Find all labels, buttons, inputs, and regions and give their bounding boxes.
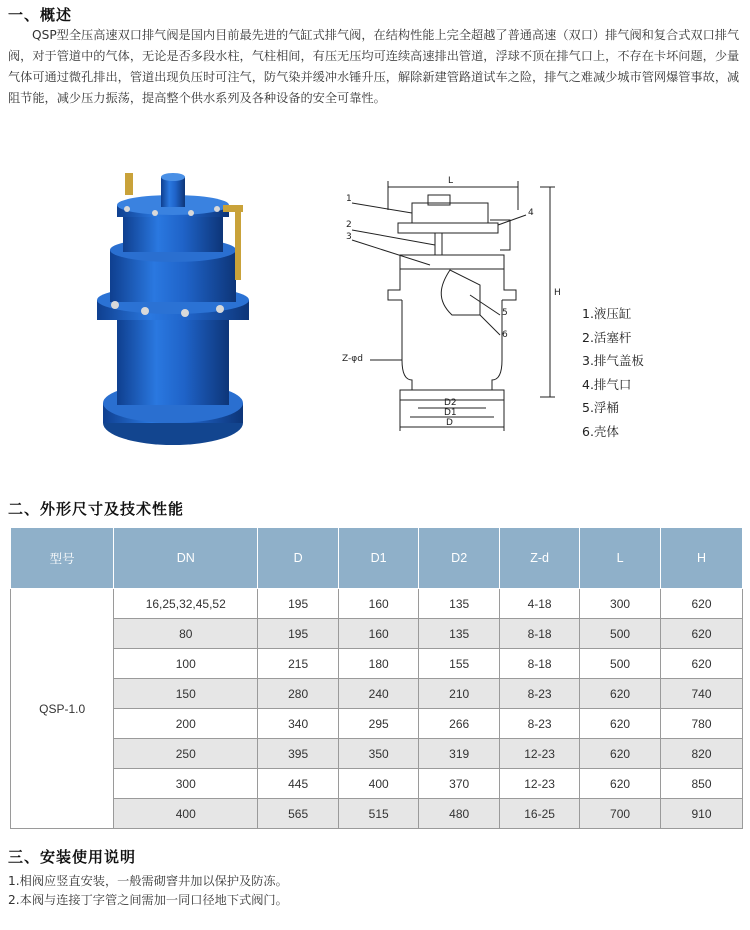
table-cell: 780 xyxy=(661,709,743,739)
dim-label-h: H xyxy=(554,288,561,298)
table-row xyxy=(11,709,743,739)
table-cell: 500 xyxy=(580,619,661,649)
table-row xyxy=(11,679,743,709)
callout-4: 4 xyxy=(528,208,534,218)
section-title-install: 三、安装使用说明 xyxy=(8,848,137,866)
table-cell: 16-25 xyxy=(500,799,580,829)
table-cell: 12-23 xyxy=(500,739,580,769)
dim-label-l: L xyxy=(448,176,454,186)
table-cell: 740 xyxy=(661,679,743,709)
table-cell: 215 xyxy=(258,649,339,679)
table-cell: 500 xyxy=(580,649,661,679)
legend-item: 4.排气口 xyxy=(582,376,632,392)
table-cell: 620 xyxy=(580,739,661,769)
dim-label-d1: D1 xyxy=(444,408,457,418)
table-cell: 480 xyxy=(419,799,500,829)
valve-photo xyxy=(95,165,265,455)
table-row xyxy=(11,619,743,649)
table-cell: 300 xyxy=(580,589,661,619)
table-row xyxy=(11,739,743,769)
table-cell: 195 xyxy=(258,589,339,619)
table-cell: 620 xyxy=(580,709,661,739)
legend-item: 6.壳体 xyxy=(582,423,619,439)
table-cell: 400 xyxy=(339,769,419,799)
table-cell: 395 xyxy=(258,739,339,769)
model-cell: QSP-1.0 xyxy=(11,589,114,829)
table-cell: 370 xyxy=(419,769,500,799)
legend-item: 2.活塞杆 xyxy=(582,329,632,345)
col-header-d: D xyxy=(258,528,339,589)
col-header-model: 型号 xyxy=(11,528,114,589)
table-cell: 8-18 xyxy=(500,619,580,649)
col-header-h: H xyxy=(661,528,743,589)
table-cell: 195 xyxy=(258,619,339,649)
callout-3: 3 xyxy=(346,232,352,242)
section-title-dimensions: 二、外形尺寸及技术性能 xyxy=(8,500,185,518)
table-cell: 210 xyxy=(419,679,500,709)
callout-5: 5 xyxy=(502,308,508,318)
table-cell: 280 xyxy=(258,679,339,709)
table-cell: 200 xyxy=(114,709,258,739)
table-cell: 620 xyxy=(580,769,661,799)
table-cell: 700 xyxy=(580,799,661,829)
table-cell: 8-23 xyxy=(500,679,580,709)
callout-1: 1 xyxy=(346,194,352,204)
table-cell: 295 xyxy=(339,709,419,739)
table-cell: 565 xyxy=(258,799,339,829)
table-cell: 12-23 xyxy=(500,769,580,799)
table-row xyxy=(11,799,743,829)
table-cell: 340 xyxy=(258,709,339,739)
table-row xyxy=(11,769,743,799)
spec-table xyxy=(10,527,743,829)
section-title-overview: 一、概述 xyxy=(8,6,73,24)
col-header-d1: D1 xyxy=(339,528,419,589)
table-cell: 4-18 xyxy=(500,589,580,619)
valve-section-drawing xyxy=(340,165,580,435)
col-header-l: L xyxy=(580,528,661,589)
table-cell: 620 xyxy=(661,589,743,619)
callout-6: 6 xyxy=(502,330,508,340)
table-cell: 8-18 xyxy=(500,649,580,679)
col-header-dn: DN xyxy=(114,528,258,589)
dim-label-zd: Z-φd xyxy=(342,354,363,364)
table-cell: 400 xyxy=(114,799,258,829)
table-cell: 240 xyxy=(339,679,419,709)
table-header-row xyxy=(11,528,743,589)
table-cell: 266 xyxy=(419,709,500,739)
legend-item: 3.排气盖板 xyxy=(582,353,644,368)
table-cell: 850 xyxy=(661,769,743,799)
table-cell: 160 xyxy=(339,619,419,649)
table-cell: 135 xyxy=(419,619,500,649)
dim-label-d2: D2 xyxy=(444,398,457,408)
table-cell: 100 xyxy=(114,649,258,679)
callout-2: 2 xyxy=(346,220,352,230)
parts-legend xyxy=(582,302,644,443)
table-cell: 350 xyxy=(339,739,419,769)
install-note: 2.本阀与连接丁字管之间需加一同口径地下式阀门。 xyxy=(8,893,288,907)
table-cell: 16,25,32,45,52 xyxy=(114,589,258,619)
table-row xyxy=(11,649,743,679)
legend-item: 1.液压缸 xyxy=(582,306,632,321)
table-cell: 620 xyxy=(661,649,743,679)
table-cell: 910 xyxy=(661,799,743,829)
table-cell: 250 xyxy=(114,739,258,769)
col-header-zd: Z-d xyxy=(500,528,580,589)
table-cell: 180 xyxy=(339,649,419,679)
table-cell: 445 xyxy=(258,769,339,799)
legend-item: 5.浮桶 xyxy=(582,400,619,415)
table-cell: 135 xyxy=(419,589,500,619)
table-cell: 319 xyxy=(419,739,500,769)
table-cell: 300 xyxy=(114,769,258,799)
table-cell: 80 xyxy=(114,619,258,649)
table-cell: 820 xyxy=(661,739,743,769)
dim-label-d: D xyxy=(446,418,453,428)
table-cell: 150 xyxy=(114,679,258,709)
table-cell: 515 xyxy=(339,799,419,829)
install-note: 1.相阀应竖直安装，一般需砌窨井加以保护及防冻。 xyxy=(8,874,288,888)
table-cell: 620 xyxy=(580,679,661,709)
install-notes xyxy=(8,872,288,910)
table-cell: 8-23 xyxy=(500,709,580,739)
table-cell: 620 xyxy=(661,619,743,649)
table-cell: 155 xyxy=(419,649,500,679)
table-cell: 160 xyxy=(339,589,419,619)
table-row xyxy=(11,589,743,619)
col-header-d2: D2 xyxy=(419,528,500,589)
overview-paragraph: QSP型全压高速双口排气阀是国内目前最先进的气缸式排气阀，在结构性能上完全超越了普通高速（双口）排气阀和复合式双口排气阀，对于管道中的气体，无论是否多段水柱，气柱相间，有压无压均可连续高速排出管道，浮球不顶在排气口上，不存在卡坏问题，少量气体可通过微孔排出，管道出现负压时可注气，防气染并缓冲水锤升压，解除新建管路道试车之险，排气之难减少城市管网爆管事故，减阻节能，减少压力振荡，提高整个供水系列及各种设备的安全可靠性。 xyxy=(8,28,740,105)
